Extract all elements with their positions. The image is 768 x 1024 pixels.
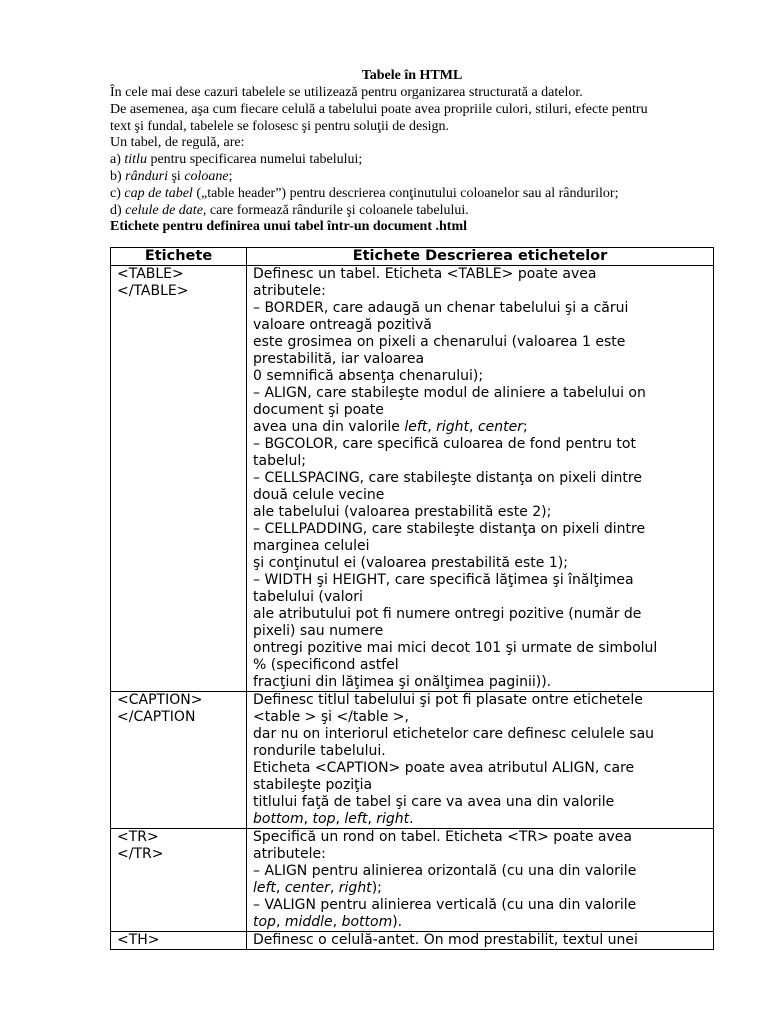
italic-text: right	[338, 880, 372, 897]
italic-text: left	[344, 811, 368, 828]
description-line	[253, 623, 707, 640]
text-run: pentru specificarea numelui tabelului;	[146, 152, 363, 168]
description-line	[253, 777, 707, 794]
text-run: tabelului (valori	[253, 589, 363, 606]
table-row	[111, 932, 714, 950]
description-line	[253, 811, 707, 828]
table-section-heading: Etichete pentru definirea unui tabel într-un document .html	[110, 219, 468, 235]
text-run: ;	[228, 168, 233, 184]
italic-text: left	[253, 880, 276, 897]
text-run: pixeli) sau numere	[253, 623, 384, 640]
italic-text: coloane	[184, 168, 229, 184]
text-run: document şi poate	[253, 402, 384, 419]
text-run: şi conţinutul ei (valoarea prestabilită este 1);	[253, 555, 568, 572]
description-line	[253, 846, 707, 863]
text-run: ,	[367, 811, 377, 828]
tag-name: </CAPTION	[117, 709, 196, 726]
description-line	[253, 470, 707, 487]
text-run: Eticheta <CAPTION> poate avea atributul ALIGN, care	[253, 760, 635, 777]
text-run: ,	[469, 419, 478, 436]
table-header-row	[111, 248, 714, 266]
text-run: Un tabel, de regulă, are:	[110, 135, 245, 151]
description-line	[253, 300, 707, 317]
intro-text	[110, 85, 714, 219]
intro-line	[110, 186, 714, 203]
intro-line	[110, 119, 714, 136]
tag-name: <TR>	[117, 829, 159, 846]
italic-text: rânduri	[125, 168, 168, 184]
text-run: ale atributului pot fi numere ontregi pozitive (număr de	[253, 606, 642, 623]
text-run: – ALIGN pentru alinierea orizontală (cu una din valorile	[253, 863, 637, 880]
description-line	[253, 385, 707, 402]
italic-text: top	[253, 914, 276, 931]
text-run: <table > şi </table >,	[253, 709, 409, 726]
description-line	[253, 402, 707, 419]
tag-name: <TH>	[117, 932, 160, 949]
text-run: ,	[427, 419, 437, 436]
text-run: ;	[523, 419, 528, 436]
description-line	[253, 692, 707, 709]
italic-text: middle	[284, 914, 333, 931]
description-line	[253, 914, 707, 931]
intro-line	[110, 203, 714, 220]
intro-line	[110, 135, 714, 152]
description-line	[253, 351, 707, 368]
description-line	[253, 317, 707, 334]
text-run: rondurile tabelului.	[253, 743, 386, 760]
italic-text: top	[312, 811, 336, 828]
italic-text: bottom	[341, 914, 393, 931]
text-run: prestabilită, iar valoarea	[253, 351, 425, 368]
italic-text: right	[436, 419, 470, 436]
document-page	[110, 66, 714, 950]
description-line	[253, 572, 707, 589]
table-row	[111, 829, 714, 932]
description-line	[253, 880, 707, 897]
text-run: dar nu on interiorul etichetelor care definesc celulele sau	[253, 726, 655, 743]
italic-text: cap de tabel	[124, 185, 193, 201]
text-run: Definesc titlul tabelului şi pot fi plasate ontre etichetele	[253, 692, 643, 709]
tag-cell	[111, 692, 247, 829]
description-cell	[247, 932, 714, 950]
italic-text: center	[477, 419, 523, 436]
description-line	[253, 657, 707, 674]
text-run: valoare ontreagă pozitivă	[253, 317, 432, 334]
description-line	[253, 863, 707, 880]
table-row	[111, 692, 714, 829]
description-line	[253, 436, 707, 453]
description-line	[253, 743, 707, 760]
italic-text: center	[284, 880, 330, 897]
tag-cell	[111, 266, 247, 692]
tag-name: <TABLE>	[117, 266, 184, 283]
description-line	[253, 487, 707, 504]
html-tags-table	[110, 247, 714, 950]
text-run: b)	[110, 168, 126, 184]
description-line	[253, 368, 707, 385]
tag-cell	[111, 829, 247, 932]
header-tags: Etichete	[111, 248, 247, 266]
text-run: ,	[275, 914, 285, 931]
text-run: titlului faţă de tabel şi care va avea una din valorile	[253, 794, 615, 811]
text-run: , care formează rândurile şi coloanele tabelului.	[202, 202, 469, 218]
intro-line	[110, 169, 714, 186]
text-run: – CELLSPACING, care stabileşte distanţa on pixeli dintre	[253, 470, 642, 487]
description-line	[253, 521, 707, 538]
italic-text: titlu	[124, 152, 147, 168]
text-run: );	[371, 880, 382, 897]
description-line	[253, 538, 707, 555]
description-line	[253, 794, 707, 811]
italic-text: celule de date	[125, 202, 203, 218]
intro-line	[110, 152, 714, 169]
description-line	[253, 453, 707, 470]
text-run: – VALIGN pentru alinierea verticală (cu una din valorile	[253, 897, 637, 914]
header-description: Etichete Descrierea etichetelor	[247, 248, 714, 266]
text-run: 0 semnifică absenţa chenarului);	[253, 368, 484, 385]
text-run: ,	[329, 880, 339, 897]
description-cell	[247, 266, 714, 692]
text-run: În cele mai dese cazuri tabelele se utilizează pentru organizarea structurată a datelor.	[110, 85, 583, 100]
document-title: Tabele în HTML	[361, 68, 463, 83]
text-run: – BORDER, care adaugă un chenar tabelului şi a cărui	[253, 300, 629, 317]
description-line	[253, 555, 707, 572]
intro-line	[110, 102, 714, 119]
text-run: este grosimea on pixeli a chenarului (valoarea 1 este	[253, 334, 626, 351]
text-run: a)	[110, 152, 125, 168]
description-line	[253, 760, 707, 777]
text-run: atributele:	[253, 283, 326, 300]
intro-line	[110, 85, 714, 102]
text-run: două celule vecine	[253, 487, 385, 504]
italic-text: left	[404, 419, 428, 436]
text-run: şi	[167, 168, 185, 184]
text-run: text şi fundal, tabelele se folosesc şi pentru soluţii de design.	[110, 118, 450, 134]
description-line	[253, 334, 707, 351]
text-run: ,	[275, 880, 285, 897]
description-line	[253, 419, 707, 436]
description-line	[253, 829, 707, 846]
description-line	[253, 504, 707, 521]
text-run: ,	[303, 811, 313, 828]
text-run: ,	[335, 811, 345, 828]
text-run: ontregi pozitive mai mici decot 101 şi urmate de simbolul	[253, 640, 658, 657]
text-run: ).	[392, 914, 403, 931]
description-line	[253, 606, 707, 623]
italic-text: bottom	[253, 811, 304, 828]
tag-name: </TABLE>	[117, 283, 189, 300]
text-run: – ALIGN, care stabileşte modul de aliniere a tabelului on	[253, 385, 646, 402]
text-run: d)	[110, 202, 126, 218]
text-run: c)	[110, 185, 125, 201]
text-run: – WIDTH şi HEIGHT, care specifică lăţimea şi înălţimea	[253, 572, 634, 589]
text-run: stabileşte poziţia	[253, 777, 373, 794]
text-run: Specifică un rond on tabel. Eticheta <TR> poate avea	[253, 829, 632, 846]
text-run: – CELLPADDING, care stabileşte distanţa on pixeli dintre	[253, 521, 646, 538]
description-line	[253, 709, 707, 726]
text-run: De asemenea, aşa cum fiecare celulă a tabelului poate avea propriile culori, stiluri, efecte pentru	[110, 101, 648, 117]
description-line	[253, 932, 707, 949]
text-run: („table header”) pentru descrierea conţinutului coloanelor sau al rândurilor;	[192, 185, 619, 201]
tag-name: <CAPTION>	[117, 692, 203, 709]
description-line	[253, 589, 707, 606]
description-line	[253, 266, 707, 283]
description-line	[253, 283, 707, 300]
text-run: ale tabelului (valoarea prestabilită este 2);	[253, 504, 552, 521]
italic-text: right	[376, 811, 410, 828]
text-run: Definesc o celulă-antet. On mod prestabilit, textul unei	[253, 932, 638, 949]
description-line	[253, 640, 707, 657]
tag-name: </TR>	[117, 846, 164, 863]
text-run: avea una din valorile	[253, 419, 405, 436]
text-run: marginea celulei	[253, 538, 370, 555]
description-cell	[247, 692, 714, 829]
text-run: tabelul;	[253, 453, 306, 470]
description-cell	[247, 829, 714, 932]
text-run: ,	[332, 914, 342, 931]
text-run: Definesc un tabel. Eticheta <TABLE> poate avea	[253, 266, 597, 283]
text-run: – BGCOLOR, care specifică culoarea de fond pentru tot	[253, 436, 636, 453]
text-run: atributele:	[253, 846, 326, 863]
description-line	[253, 726, 707, 743]
description-line	[253, 674, 707, 691]
text-run: fracţiuni din lăţimea şi onălţimea paginii)).	[253, 674, 552, 691]
tag-cell	[111, 932, 247, 950]
text-run: % (specificond astfel	[253, 657, 399, 674]
table-row	[111, 266, 714, 692]
description-line	[253, 897, 707, 914]
text-run: .	[409, 811, 414, 828]
